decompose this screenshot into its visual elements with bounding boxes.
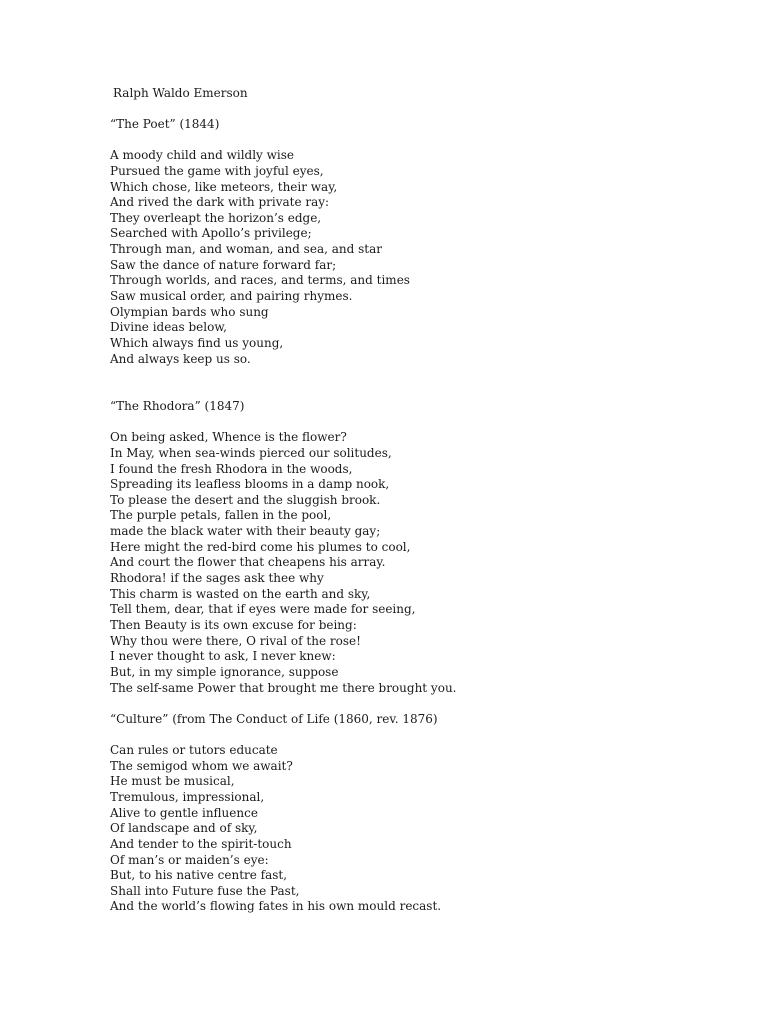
poem-line: Which always find us young, xyxy=(110,336,284,350)
poem-line: Why thou were there, O rival of the rose! xyxy=(110,634,361,648)
poem-line: Alive to gentle influence xyxy=(110,806,258,820)
poem-title: “The Poet” (1844) xyxy=(110,117,220,131)
poem-line: Can rules or tutors educate xyxy=(110,743,278,757)
poem-line: And always keep us so. xyxy=(110,352,251,366)
poem-line: Which chose, like meteors, their way, xyxy=(110,180,338,194)
poem-line: The semigod whom we await? xyxy=(110,759,293,773)
poem-line: On being asked, Whence is the flower? xyxy=(110,430,347,444)
poem-line: Tell them, dear, that if eyes were made for seeing, xyxy=(110,602,416,616)
poem-line: Here might the red-bird come his plumes to cool, xyxy=(110,540,411,554)
poem-line: In May, when sea-winds pierced our solitudes, xyxy=(110,446,392,460)
poem-line: To please the desert and the sluggish brook. xyxy=(110,493,381,507)
poem-line: A moody child and wildly wise xyxy=(110,148,295,162)
poem-line: Rhodora! if the sages ask thee why xyxy=(110,571,324,585)
poem-line: And tender to the spirit-touch xyxy=(110,837,292,851)
poem-line: Of landscape and of sky, xyxy=(110,821,258,835)
poem-line: Divine ideas below, xyxy=(110,320,227,334)
author-name: Ralph Waldo Emerson xyxy=(113,86,248,100)
poem-line: Spreading its leafless blooms in a damp nook, xyxy=(110,477,390,491)
poem-line: But, to his native centre fast, xyxy=(110,868,288,882)
poem-line: I never thought to ask, I never knew: xyxy=(110,649,336,663)
poem-line: Of man’s or maiden’s eye: xyxy=(110,853,269,867)
poem-line: And rived the dark with private ray: xyxy=(110,195,330,209)
poem-line: And the world’s flowing fates in his own mould recast. xyxy=(110,899,442,913)
poem-line: Olympian bards who sung xyxy=(110,305,269,319)
poem-line: But, in my simple ignorance, suppose xyxy=(110,665,339,679)
poem-line: Saw the dance of nature forward far; xyxy=(110,258,337,272)
poem-line: They overleapt the horizon’s edge, xyxy=(110,211,322,225)
poem-line: Through worlds, and races, and terms, and times xyxy=(110,273,410,287)
poem-line: And court the flower that cheapens his array. xyxy=(110,555,386,569)
poem-line: The self-same Power that brought me there brought you. xyxy=(110,681,457,695)
poem-line: He must be musical, xyxy=(110,774,235,788)
poem-line: Pursued the game with joyful eyes, xyxy=(110,164,324,178)
poem-line: Then Beauty is its own excuse for being: xyxy=(110,618,357,632)
poem-line: This charm is wasted on the earth and sky, xyxy=(110,587,371,601)
poem-line: The purple petals, fallen in the pool, xyxy=(110,508,332,522)
poem-line: Tremulous, impressional, xyxy=(110,790,265,804)
poem-line: I found the fresh Rhodora in the woods, xyxy=(110,462,353,476)
poem-line: Through man, and woman, and sea, and star xyxy=(110,242,382,256)
poem-line: Searched with Apollo’s privilege; xyxy=(110,226,312,240)
poem-title: “Culture” (from The Conduct of Life (1860, rev. 1876) xyxy=(110,712,438,726)
poem-line: Saw musical order, and pairing rhymes. xyxy=(110,289,353,303)
poem-title: “The Rhodora” (1847) xyxy=(110,399,245,413)
poem-line: made the black water with their beauty gay; xyxy=(110,524,381,538)
poem-line: Shall into Future fuse the Past, xyxy=(110,884,300,898)
